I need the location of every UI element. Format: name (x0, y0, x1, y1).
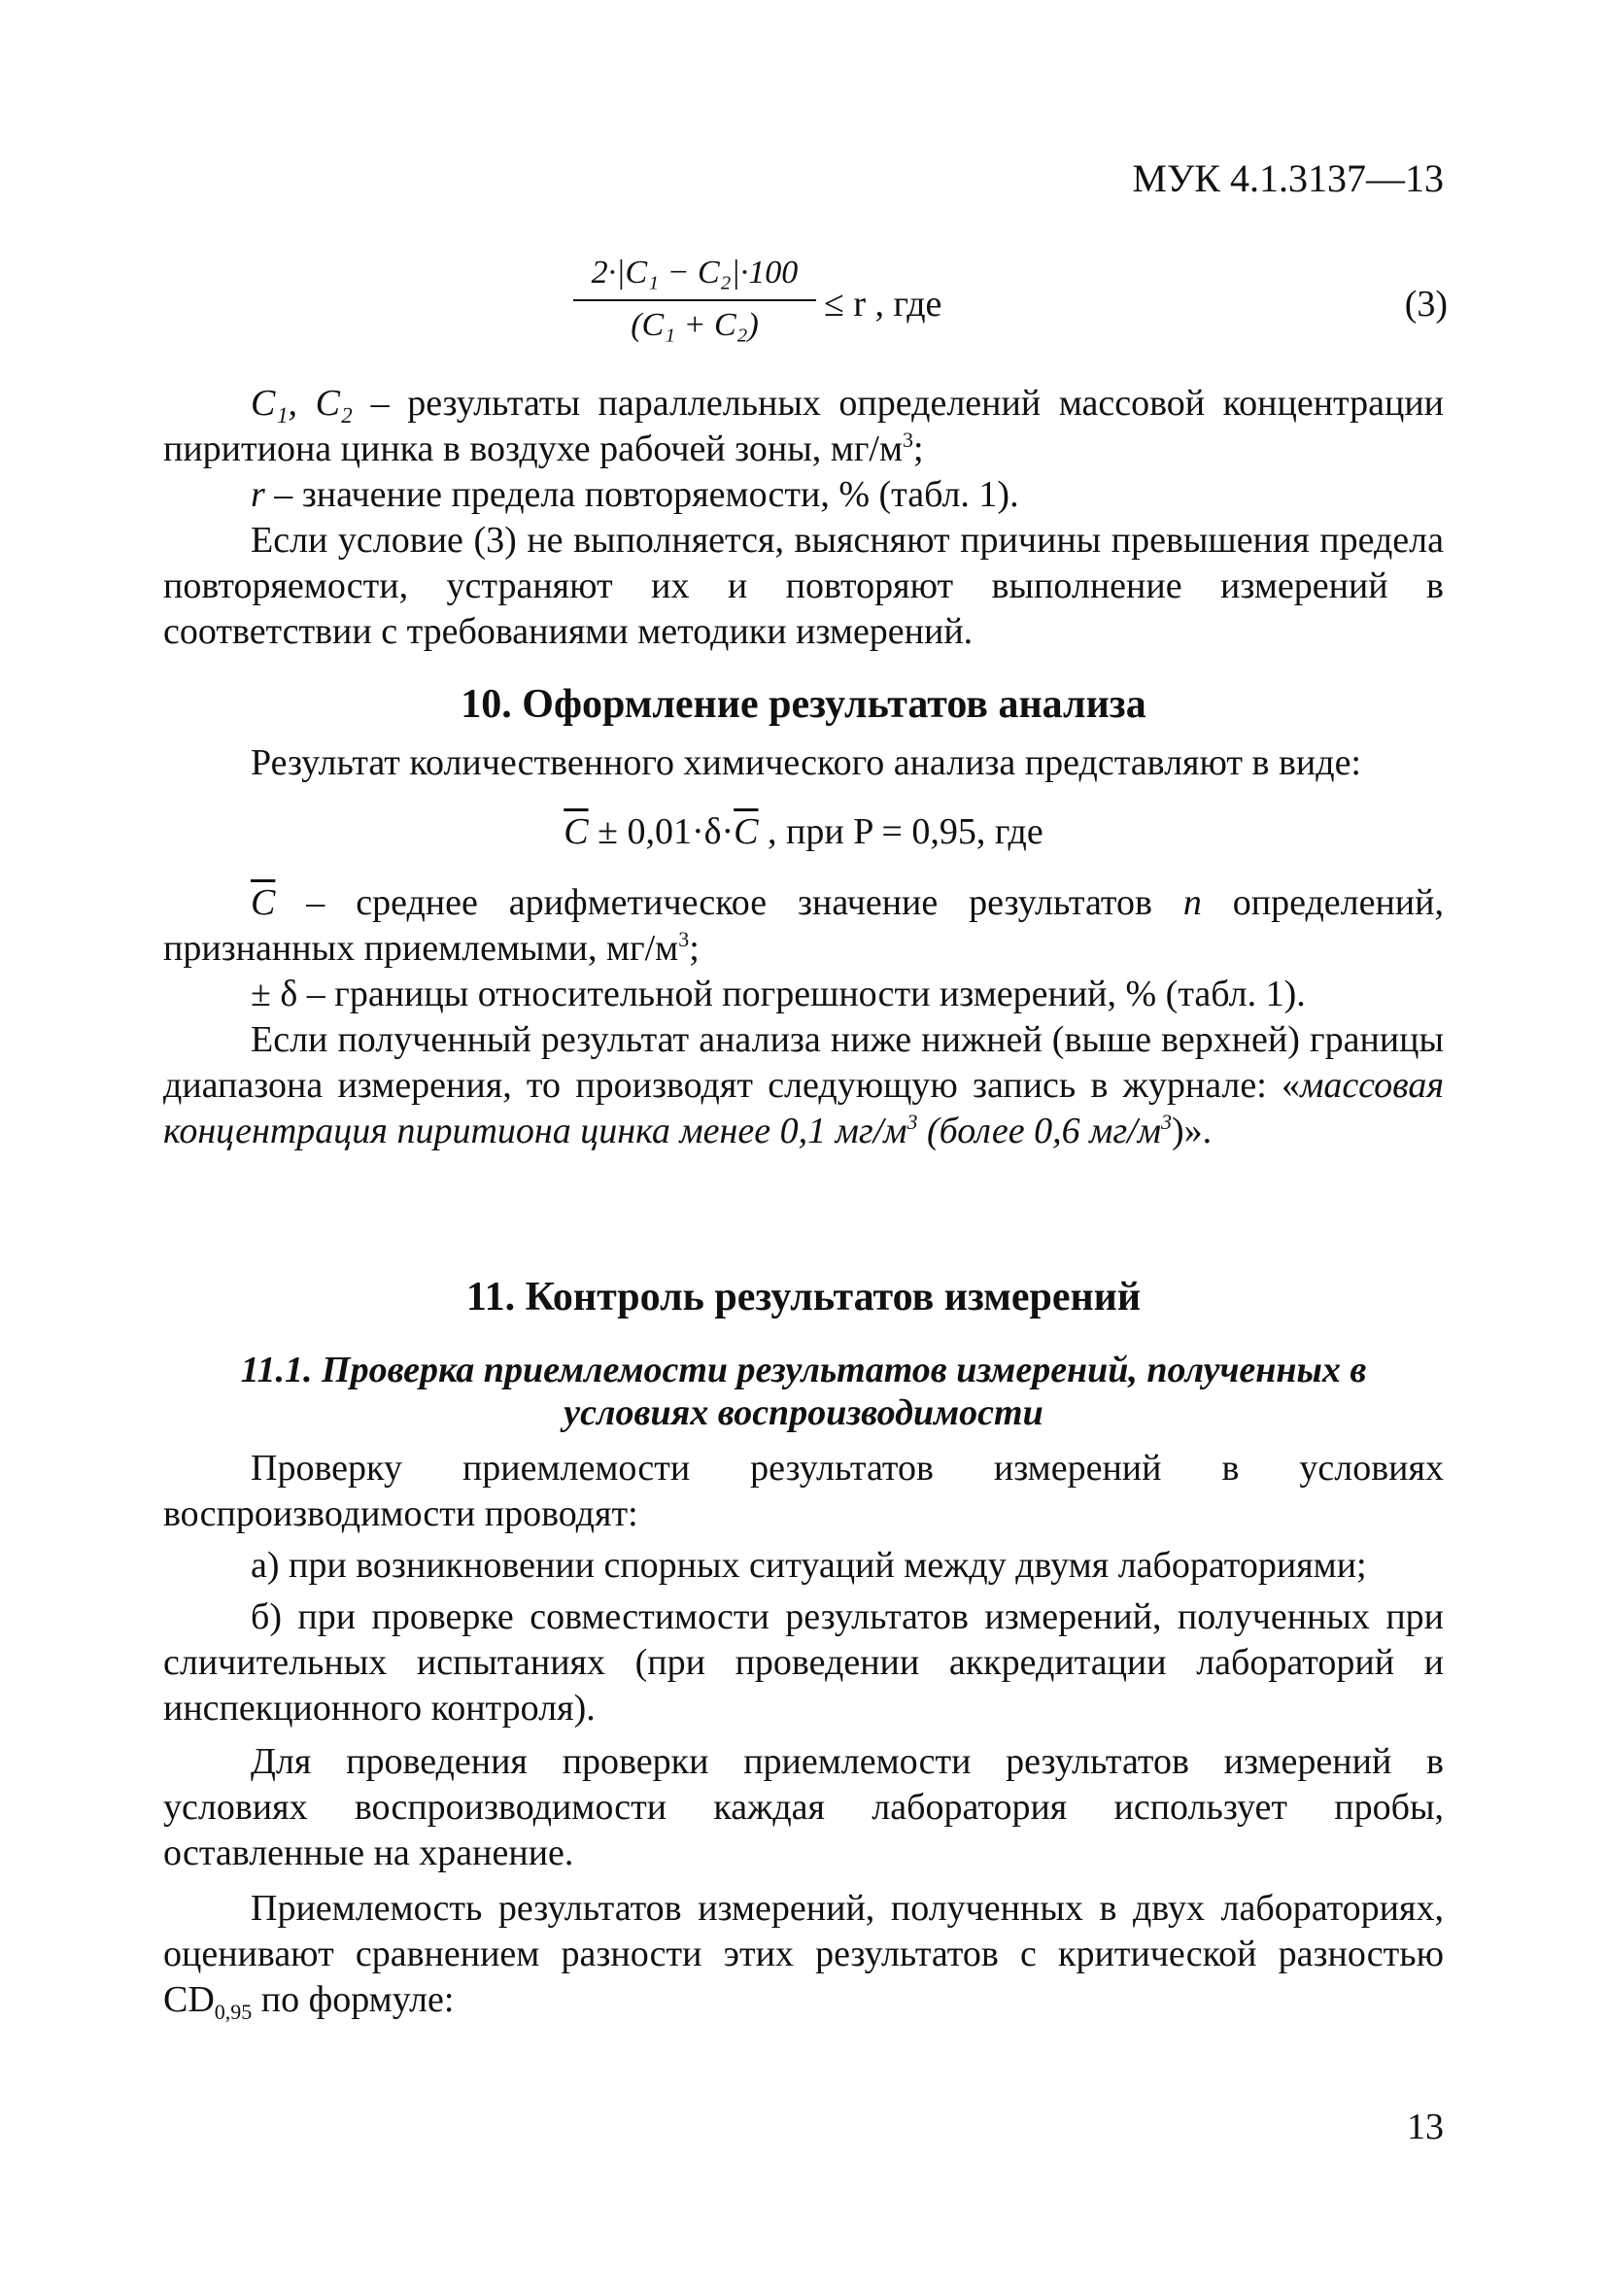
definition-r: r – значение предела повторяемости, % (табл. 1). (251, 474, 1019, 515)
paragraph-acceptability: Приемлемость результатов измерений, полученных в двух лабораториях, оценивают сравнением разности этих результатов с критической разностью $CD_{0,95}$ по формуле: (163, 1888, 1444, 2024)
section-11 (163, 1273, 1444, 2023)
section-10 (163, 680, 1444, 1154)
formula-3-numerator: 2·|C₁ − C₂|·100 (591, 255, 799, 291)
formula-3-denominator: (C₁ + C₂) (631, 307, 759, 343)
condition-paragraph: Если условие (3) не выполняется, выясняют причины превышения предела повторяемости, устраняют их и повторяют выполнение измерений в соответствии с требованиями методики измерений. (163, 520, 1444, 652)
definition-c1-c2: C₁, C₂ – результаты параллельных определений массовой концентрации пиритиона цинка в воздухе рабочей зоны, $мг/м^3$; (163, 383, 1444, 469)
formula-3 (573, 251, 1448, 377)
section-11-heading: 11. Контроль результатов измерений (465, 1275, 1142, 1319)
subsection-11-1-heading-line2: условиях воспроизводимости (564, 1392, 1043, 1433)
list-item-a: а) при возникновении спорных ситуаций между двумя лабораториями; (251, 1545, 1367, 1586)
definition-delta: ± δ – границы относительной погрешности измерений, % (табл. 1). (251, 974, 1306, 1014)
document-code: МУК 4.1.3137—13 (1132, 156, 1444, 200)
section-10-heading: 10. Оформление результатов анализа (461, 682, 1146, 727)
formula-3-relation: ≤ r , где (824, 284, 942, 325)
formula-3-fraction (573, 251, 816, 348)
page-number: 13 (1407, 2107, 1444, 2147)
section-10-intro: Результат количественного химического анализа представляют в виде: (251, 742, 1361, 783)
paragraph-reproducibility: Проверку приемлемости результатов измерений в условиях воспроизводимости проводят: (163, 1448, 1444, 1534)
formula-3-number: (3) (1404, 284, 1448, 325)
subsection-11-1-heading-line1: 11.1. Проверка приемлемости результатов измерений, полученных в (240, 1350, 1367, 1390)
definition-c-mean: $\overline{C}$ – среднее арифметическое значение результатов n определений, признанных приемлемыми, $мг/м^3$; (163, 882, 1444, 969)
record-paragraph: Если полученный результат анализа ниже нижней (выше верхней) границы диапазона измерения, то производят следующую запись в журнале: «массовая концентрация пиритиона цинка менее 0,1 $мг/м^3$ (более 0,6 $мг/м^3$)». (163, 1019, 1444, 1151)
definitions-block (163, 381, 1444, 655)
list-item-b: б) при проверке совместимости результатов измерений, полученных при сличительных испытаниях (при проведении аккредитации лабораторий и инспекционного контроля). (163, 1596, 1444, 1729)
paragraph-samples: Для проведения проверки приемлемости результатов измерений в условиях воспроизводимости каждая лаборатория использует пробы, оставленные на хранение. (163, 1741, 1444, 1873)
fraction-bar (573, 299, 816, 301)
result-equation: $\overline{C} \pm 0,01\cdot\delta\cdot\overline{C}$ , при P = 0,95, где (564, 811, 1043, 852)
